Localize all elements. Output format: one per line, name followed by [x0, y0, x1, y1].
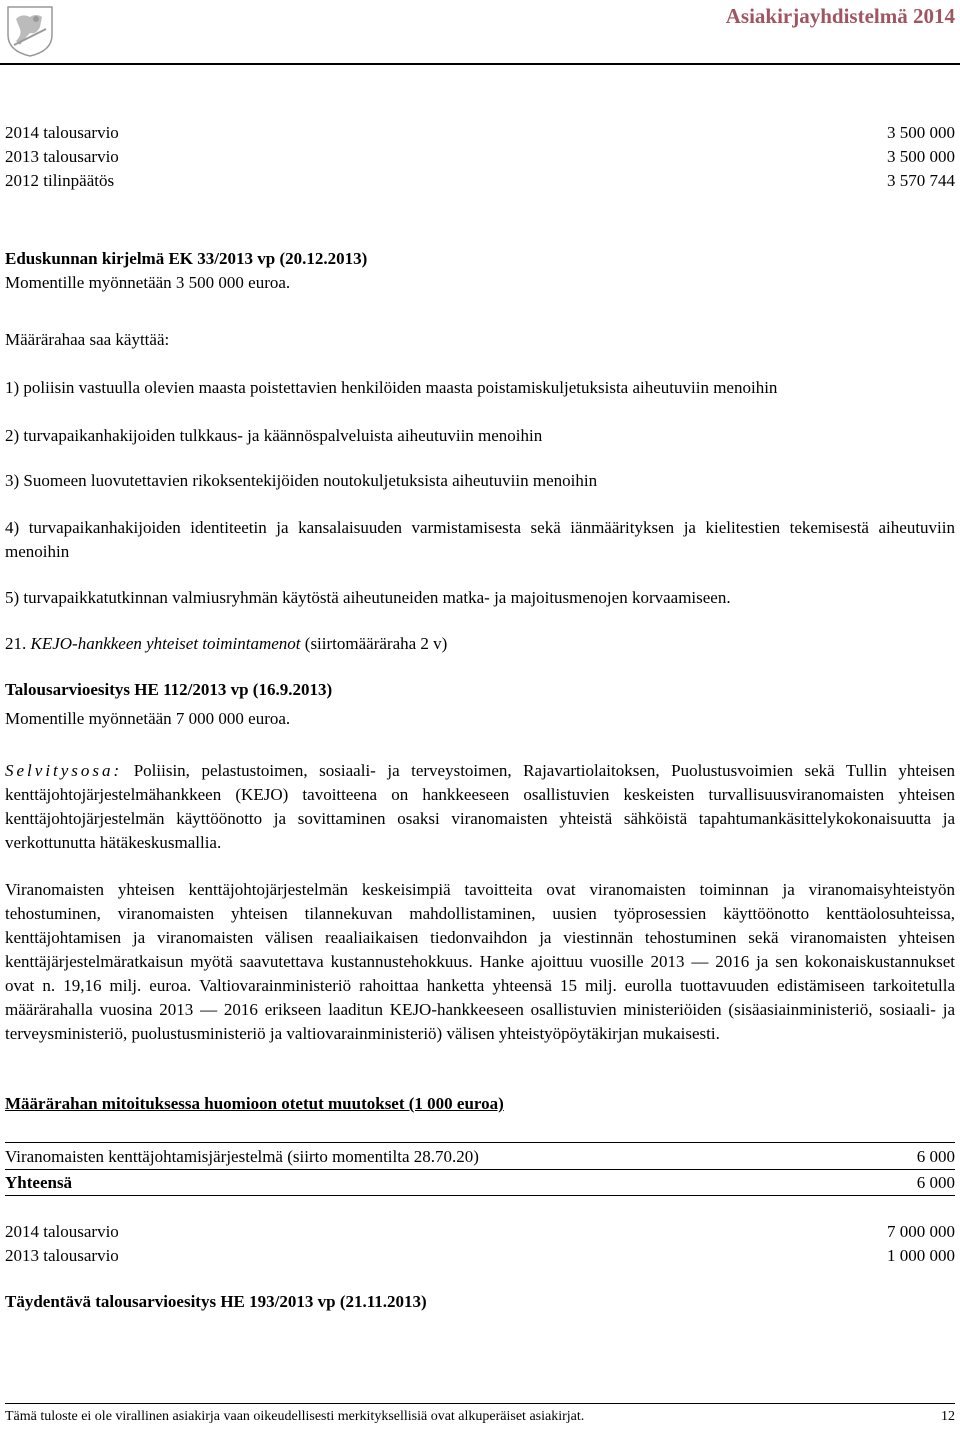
usage-intro: Määrärahaa saa käyttää:	[5, 330, 170, 349]
ek-title: Eduskunnan kirjelmä EK 33/2013 vp (20.12.2013)	[5, 249, 368, 268]
budget-row	[5, 169, 955, 193]
page-number: 12	[941, 1409, 955, 1424]
table-bottom-rule	[5, 1195, 955, 1196]
budget-row	[5, 145, 955, 169]
supplementary-title: Täydentävä talousarvioesitys HE 193/2013 vp (21.11.2013)	[5, 1292, 427, 1311]
section-title: KEJO-hankkeen yhteiset toimintamenot	[30, 634, 301, 653]
total-label: Yhteensä	[5, 1173, 73, 1192]
budget-label: 2014 talousarvio	[5, 1222, 119, 1241]
usage-item: 3) Suomeen luovutettavien rikoksentekijöiden noutokuljetuksista aiheutuviin menoihin	[5, 471, 598, 490]
selvitys-text: Poliisin, pelastustoimen, sosiaali- ja terveystoimen, Rajavartiolaitoksen, Puolustusvoimien sekä Tullin yhteisen kenttäjohtojärjestelmähankkeen (KEJO) tavoitteena on hankkeeseen osallistuvien keskeisten turvallisuusviranomaisten yhteisen kenttäjohtojärjestelmän käyttöönotto ja sovittaminen osaksi viranomaisten yhteistä sähköistä tapahtumankäsittelykokonaisuutta ja verkottunutta hätäkeskusmallia.	[5, 761, 955, 852]
header-divider	[0, 63, 960, 65]
section-number: 21.	[5, 634, 27, 653]
total-value: 6 000	[916, 1173, 955, 1192]
budget-label: 2013 talousarvio	[5, 1246, 119, 1265]
budget-label: 2012 tilinpäätös	[5, 171, 115, 190]
budget-row	[5, 121, 955, 145]
budget-value: 3 500 000	[887, 123, 955, 142]
he-text: Momentille myönnetään 7 000 000 euroa.	[5, 709, 291, 728]
footer-disclaimer: Tämä tuloste ei ole virallinen asiakirja vaan oikeudellisesti merkityksellisiä ovat alkuperäiset asiakirjat.	[5, 1409, 585, 1424]
usage-item: 5) turvapaikkatutkinnan valmiusryhmän käytöstä aiheutuneiden matka- ja majoitusmenojen korvaamiseen.	[5, 588, 731, 607]
selvitys-paragraph	[5, 759, 955, 855]
change-label: Viranomaisten kenttäjohtamisjärjestelmä (siirto momentilta 28.70.20)	[5, 1147, 479, 1166]
change-value: 6 000	[916, 1147, 955, 1166]
budget-value: 3 500 000	[887, 147, 955, 166]
footer-divider	[5, 1403, 955, 1404]
coat-of-arms-icon	[6, 5, 54, 57]
budget-label: 2014 talousarvio	[5, 123, 119, 142]
changes-title: Määrärahan mitoituksessa huomioon otetut muutokset (1 000 euroa)	[5, 1094, 504, 1113]
budget-row	[5, 1220, 955, 1244]
budget-row	[5, 1244, 955, 1268]
table-total-rule	[5, 1169, 955, 1170]
budget-label: 2013 talousarvio	[5, 147, 119, 166]
table-total-row	[5, 1171, 955, 1195]
usage-item: 1) poliisin vastuulla olevien maasta poistettavien henkilöiden maasta poistamiskuljetuksista aiheutuviin menoihin	[5, 378, 778, 397]
budget-value: 7 000 000	[887, 1222, 955, 1241]
ek-text: Momentille myönnetään 3 500 000 euroa.	[5, 273, 291, 292]
budget-value: 1 000 000	[887, 1246, 955, 1265]
usage-item: 4) turvapaikanhakijoiden identiteetin ja kansalaisuuden varmistamisesta sekä iänmäärityksen ja kielitestien tekemisestä aiheutuviin menoihin	[5, 518, 955, 561]
table-row	[5, 1145, 955, 1169]
table-top-rule	[5, 1142, 955, 1143]
budget-value: 3 570 744	[887, 171, 955, 190]
document-title: Asiakirjayhdistelmä 2014	[725, 4, 955, 28]
section-heading	[5, 634, 447, 654]
selvitys-label: Selvitysosa:	[5, 761, 123, 780]
section-suffix: (siirtomääräraha 2 v)	[304, 634, 448, 653]
goals-paragraph: Viranomaisten yhteisen kenttäjohtojärjestelmän keskeisimpiä tavoitteita ovat viranomaisten toiminnan ja viranomaisyhteistyön tehostuminen, viranomaisten yhteisen tilannekuvan mahdollistaminen, uusien työprosessien käyttöönotto kenttäolosuhteissa, kenttäjohtamisen ja viranomaisten välisen reaaliaikaisen tiedonvaihdon ja viestinnän tehostuminen sekä viranomaisten yhteisen kenttäjärjestelmäratkaisun myötä saavutettava kustannustehokkuus. Hanke ajoittuu vuosille 2013 — 2016 ja sen kokonaiskustannukset ovat n. 19,16 milj. euroa. Valtiovarainministeriö rahoittaa hanketta yhteensä 15 milj. eurolla tuottavuuden edistämiseen tarkoitetulla määrärahalla vuosina 2013 — 2016 erikseen laaditun KEJO-hankkeeseen osallistuvien ministeriöiden (sisäasiainministeriö, sosiaali- ja terveysministeriö, puolustusministeriö ja valtiovarainministeriö) välisen yhteistyöpöytäkirjan mukaisesti.	[5, 880, 955, 1043]
usage-item: 2) turvapaikanhakijoiden tulkkaus- ja käännöspalveluista aiheutuviin menoihin	[5, 426, 543, 445]
he-title: Talousarvioesitys HE 112/2013 vp (16.9.2013)	[5, 680, 333, 699]
